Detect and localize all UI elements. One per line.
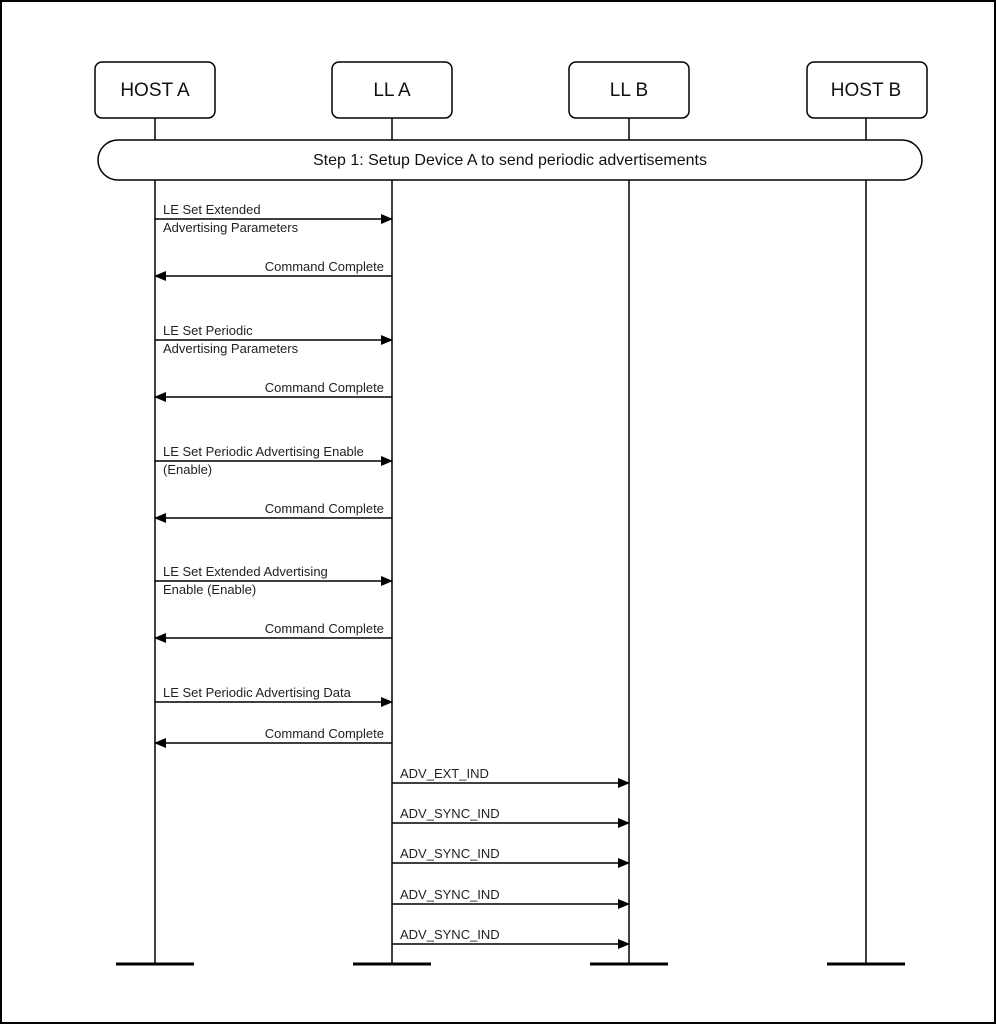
message-label: ADV_EXT_IND [400,766,489,781]
message [155,621,392,638]
message-label: (Enable) [163,462,213,477]
message-label: ADV_SYNC_IND [400,846,500,861]
participant-label: HOST A [120,80,190,101]
message [155,685,392,702]
participant-ll-a [332,62,452,118]
message [392,766,629,783]
message-label: Command Complete [264,259,384,274]
message [155,444,392,477]
participant-host-b [807,62,927,118]
participant-host-a [95,62,215,118]
step-banner [98,140,922,180]
message-label: Command Complete [264,726,384,741]
message [155,564,392,597]
message-label: LE Set Periodic Advertising Data [163,685,351,700]
message-label: Command Complete [264,621,384,636]
message [155,726,392,743]
message-label: ADV_SYNC_IND [400,806,500,821]
step-label: Step 1: Setup Device A to send periodic advertisements [312,152,708,169]
message [392,806,629,823]
message [155,202,392,235]
message-label: Enable (Enable) [163,582,257,597]
participant-ll-b [569,62,689,118]
sequence-diagram [2,2,996,1026]
message-label: ADV_SYNC_IND [400,927,500,942]
message-label: Advertising Parameters [163,341,299,356]
participant-label: HOST B [830,80,902,101]
message [155,380,392,397]
message-label: Command Complete [264,501,384,516]
message-label: Command Complete [264,380,384,395]
message [392,846,629,863]
message-label: LE Set Extended Advertising [163,564,328,579]
lifelines [155,118,866,964]
message [155,323,392,356]
message-label: LE Set Periodic [163,323,253,338]
message-label: LE Set Periodic Advertising Enable [163,444,364,459]
message [155,501,392,518]
message [392,887,629,904]
message-label: ADV_SYNC_IND [400,887,500,902]
participant-label: LL A [373,80,411,101]
participant-label: LL B [609,80,649,101]
message [155,259,392,276]
message [392,927,629,944]
message-label: LE Set Extended [163,202,261,217]
message-label: Advertising Parameters [163,220,299,235]
